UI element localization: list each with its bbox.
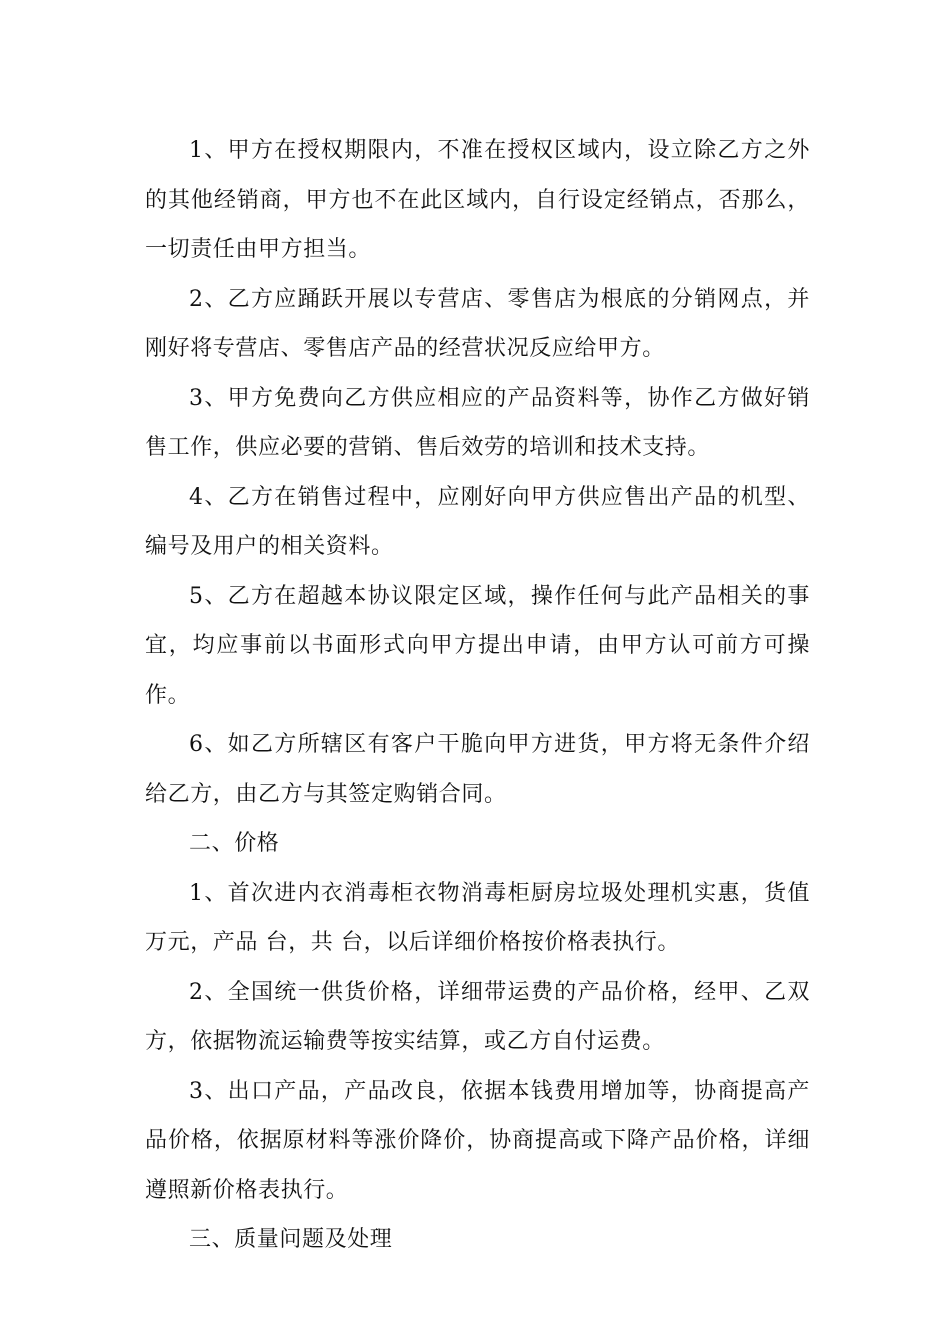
clause-1-3: 3、甲方免费向乙方供应相应的产品资料等，协作乙方做好销售工作，供应必要的营销、售后效劳的培训和技术支持。 xyxy=(145,385,810,460)
clause-1-6: 6、如乙方所辖区有客户干脆向甲方进货，甲方将无条件介绍给乙方，由乙方与其签定购销合同。 xyxy=(145,732,810,807)
clause-2-1: 1、首次进内衣消毒柜衣物消毒柜厨房垃圾处理机实惠，货值万元，产品 台，共 台，以后详细价格按价格表执行。 xyxy=(145,880,810,955)
clause-1-4: 4、乙方在销售过程中，应刚好向甲方供应售出产品的机型、编号及用户的相关资料。 xyxy=(145,484,810,559)
section-heading-price: 二、价格 xyxy=(189,831,280,856)
clause-2-2: 2、全国统一供货价格，详细带运费的产品价格，经甲、乙双方，依据物流运输费等按实结算，或乙方自付运费。 xyxy=(145,979,810,1054)
clause-1-2: 2、乙方应踊跃开展以专营店、零售店为根底的分销网点，并刚好将专营店、零售店产品的经营状况反应给甲方。 xyxy=(145,286,810,361)
clause-2-3: 3、出口产品，产品改良，依据本钱费用增加等，协商提高产品价格，依据原材料等涨价降价，协商提高或下降产品价格，详细遵照新价格表执行。 xyxy=(145,1078,810,1203)
clause-1-5: 5、乙方在超越本协议限定区域，操作任何与此产品相关的事宜，均应事前以书面形式向甲方提出申请，由甲方认可前方可操作。 xyxy=(145,583,810,708)
clause-1-1: 1、甲方在授权期限内，不准在授权区域内，设立除乙方之外的其他经销商，甲方也不在此区域内，自行设定经销点，否那么，一切责任由甲方担当。 xyxy=(145,138,810,262)
section-heading-quality: 三、质量问题及处理 xyxy=(189,1227,393,1252)
